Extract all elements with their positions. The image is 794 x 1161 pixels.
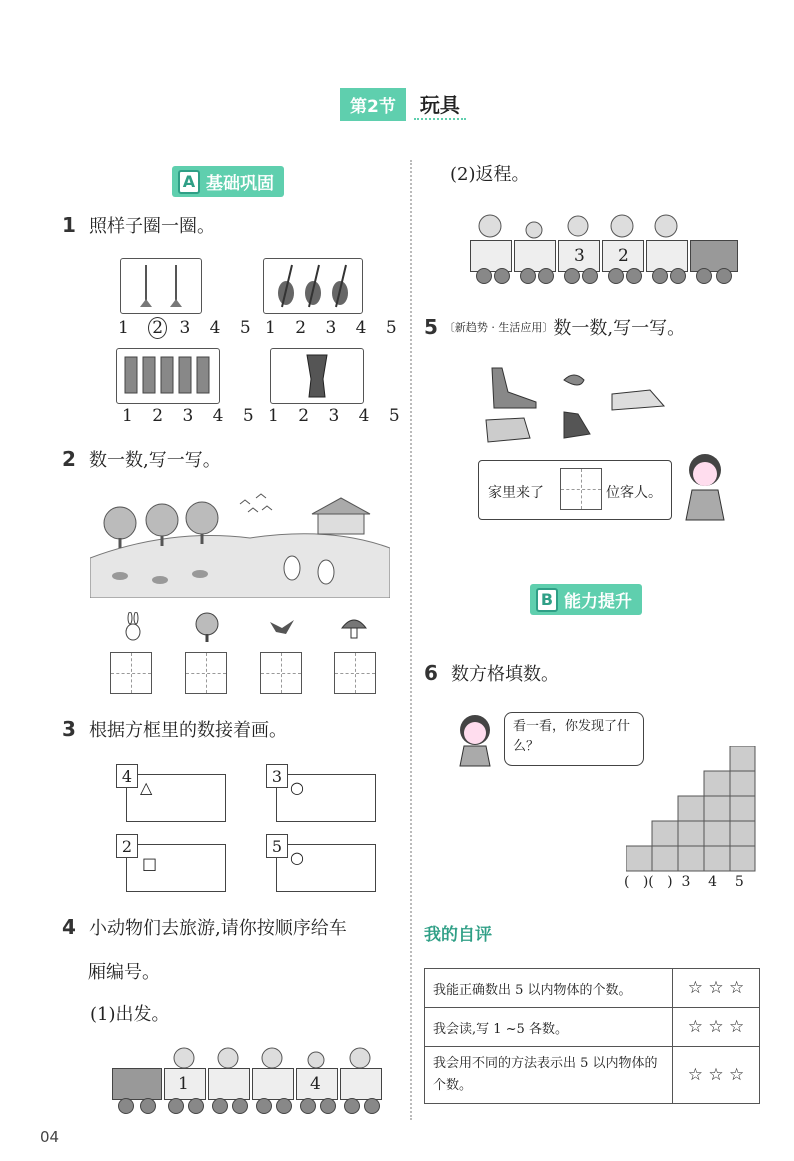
- shape-square: □: [142, 854, 158, 873]
- wheel: [670, 268, 686, 284]
- wheel: [476, 268, 492, 284]
- trumpet-icon: [117, 349, 219, 403]
- question-text: 根据方框里的数接着画。: [89, 720, 288, 741]
- table-row: [425, 1008, 760, 1047]
- shape-triangle: △: [140, 778, 153, 797]
- wheel: [520, 268, 536, 284]
- page-number: 04: [40, 1128, 60, 1146]
- question-number: 6: [424, 661, 438, 685]
- wheel: [494, 268, 510, 284]
- rabbit-icon: [120, 612, 146, 642]
- draw-box-number: 5: [266, 834, 288, 858]
- question-4: [62, 914, 347, 940]
- wheel: [300, 1098, 316, 1114]
- wheel: [608, 268, 624, 284]
- sentence-after: 位客人。: [606, 485, 662, 501]
- violin-picture: [263, 258, 363, 314]
- staircase-grid: [626, 746, 756, 872]
- drum-picture: [270, 348, 364, 404]
- wheel: [716, 268, 732, 284]
- scale-digit: 3 4 5: [167, 318, 258, 338]
- shape-circle: ○: [290, 848, 304, 867]
- question-text: 小动物们去旅游,请你按顺序给车: [89, 918, 347, 939]
- question-tag: 〔新趋势 · 生活应用〕: [443, 321, 554, 334]
- wheel: [232, 1098, 248, 1114]
- answer-box-bird[interactable]: [260, 652, 302, 694]
- scale-1: [118, 318, 258, 338]
- page-title: 玩具: [414, 89, 466, 120]
- flute-picture: [120, 258, 202, 314]
- shape-circle: ○: [290, 778, 304, 797]
- guest-answer-box[interactable]: [560, 468, 602, 510]
- eval-stars[interactable]: ☆ ☆ ☆: [673, 1047, 760, 1104]
- wheel: [582, 268, 598, 284]
- shoes-illustration: [480, 362, 670, 452]
- car-number: 2: [618, 246, 629, 266]
- mushroom-icon: [340, 612, 368, 640]
- section-a-letter: A: [178, 170, 200, 194]
- page-header: [340, 88, 466, 121]
- eval-text: 我会读,写 1 ~5 各数。: [425, 1008, 673, 1047]
- eval-text: 我能正确数出 5 以内物体的个数。: [425, 969, 673, 1008]
- wheel: [652, 268, 668, 284]
- drum-icon: [271, 349, 363, 403]
- car-number: 3: [574, 246, 585, 266]
- eval-stars[interactable]: ☆ ☆ ☆: [673, 969, 760, 1008]
- question-text: 数一数,写一写。: [89, 450, 221, 471]
- girl-character-icon: [452, 712, 498, 768]
- wheel: [538, 268, 554, 284]
- question-3: [62, 716, 287, 742]
- answer-box-tree[interactable]: [185, 652, 227, 694]
- wheel: [276, 1098, 292, 1114]
- table-row: [425, 1047, 760, 1104]
- wheel: [212, 1098, 228, 1114]
- question-number: 2: [62, 447, 76, 471]
- question-6: [424, 660, 559, 686]
- question-number: 3: [62, 717, 76, 741]
- train-car: [470, 240, 512, 272]
- staircase-axis[interactable]: ( )( ) 3 4 5: [624, 874, 744, 890]
- speech-bubble: 看一看，你发现了什么？: [504, 712, 644, 766]
- section-b-badge: [530, 584, 642, 615]
- scale-digit: 1: [118, 318, 149, 338]
- wheel: [188, 1098, 204, 1114]
- draw-box-number: 2: [116, 834, 138, 858]
- question-number: 4: [62, 915, 76, 939]
- animal-passengers-icon: [164, 1044, 380, 1072]
- wheel: [364, 1098, 380, 1114]
- table-row: [425, 969, 760, 1008]
- train-car: [340, 1068, 382, 1100]
- scale-4: 1 2 3 4 5: [268, 406, 407, 426]
- question-1: [62, 212, 215, 238]
- section-tag: 第2节: [340, 88, 406, 121]
- draw-box-3[interactable]: [126, 844, 226, 892]
- part-2-label: (2)返程。: [450, 164, 530, 185]
- wheel: [564, 268, 580, 284]
- wheel: [140, 1098, 156, 1114]
- section-b-label: 能力提升: [564, 592, 632, 612]
- train-car: [646, 240, 688, 272]
- question-number: 1: [62, 213, 76, 237]
- question-text: 数方格填数。: [451, 664, 560, 685]
- self-eval-table: [424, 968, 760, 1104]
- column-divider: [410, 160, 412, 1120]
- section-b-letter: B: [536, 588, 558, 612]
- wheel: [344, 1098, 360, 1114]
- sentence-before: 家里来了: [488, 485, 544, 501]
- question-2: [62, 446, 221, 472]
- circled-answer: 2: [148, 317, 167, 339]
- flute-icon: [121, 259, 201, 313]
- part-1-label: (1)出发。: [90, 1004, 170, 1025]
- locomotive: [690, 240, 738, 272]
- tree-icon: [192, 612, 222, 642]
- train-car: [514, 240, 556, 272]
- wheel: [320, 1098, 336, 1114]
- draw-box-number: 3: [266, 764, 288, 788]
- wheel: [696, 268, 712, 284]
- train-car: [252, 1068, 294, 1100]
- question-text: 照样子圈一圈。: [89, 216, 216, 237]
- landscape-illustration: [90, 488, 390, 598]
- car-number: 1: [178, 1074, 189, 1094]
- question-text: 数一数,写一写。: [553, 318, 686, 339]
- car-number: 4: [310, 1074, 321, 1094]
- girl-character-icon: [680, 450, 730, 526]
- locomotive: [112, 1068, 162, 1100]
- answer-box-rabbit[interactable]: [110, 652, 152, 694]
- scale-3: 1 2 3 4 5: [122, 406, 261, 426]
- scale-2: 1 2 3 4 5: [265, 318, 404, 338]
- section-a-label: 基础巩固: [206, 174, 274, 194]
- question-text-cont: 厢编号。: [88, 962, 160, 983]
- eval-stars[interactable]: ☆ ☆ ☆: [673, 1008, 760, 1047]
- self-eval-title: 我的自评: [424, 925, 492, 945]
- wheel: [626, 268, 642, 284]
- wheel: [118, 1098, 134, 1114]
- section-a-badge: [172, 166, 284, 197]
- answer-box-mushroom[interactable]: [334, 652, 376, 694]
- wheel: [168, 1098, 184, 1114]
- animal-passengers-icon: [470, 210, 690, 242]
- violin-icon: [264, 259, 362, 313]
- trumpet-picture: [116, 348, 220, 404]
- bird-icon: [268, 614, 296, 640]
- train-car: [208, 1068, 250, 1100]
- draw-box-number: 4: [116, 764, 138, 788]
- question-number: 5: [424, 315, 438, 339]
- eval-text: 我会用不同的方法表示出 5 以内物体的个数。: [425, 1047, 673, 1104]
- question-5: [424, 314, 685, 340]
- wheel: [256, 1098, 272, 1114]
